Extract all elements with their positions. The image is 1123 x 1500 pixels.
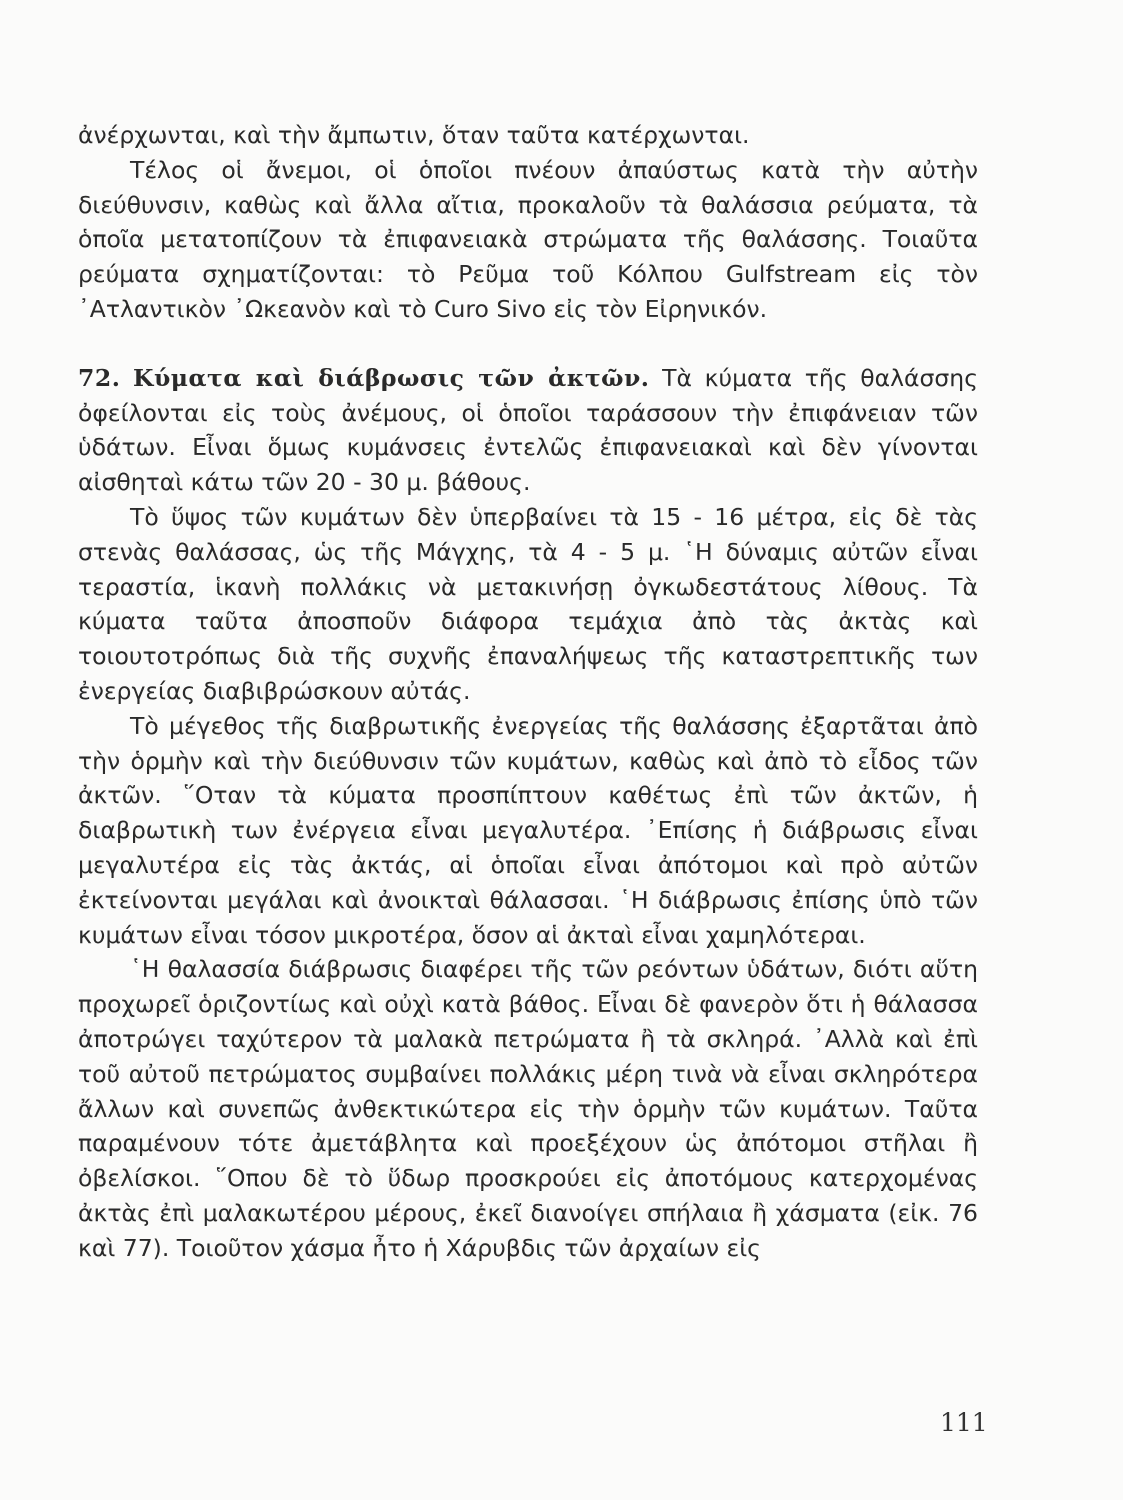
paragraph: Τέλος οἱ ἄνεμοι, οἱ ὁποῖοι πνέουν ἀπαύστως κατὰ τὴν αὐτὴν διεύθυνσιν, καθὼς καὶ ἄλλα αἴτια, προκαλοῦν τὰ θαλάσσια ρεύματα, τὰ ὁποῖα μετατοπίζουν τὰ ἐπιφανειακὰ στρώματα τῆς θαλάσσης. Τοιαῦτα ρεύματα σχηματίζονται: τὸ Ρεῦμα τοῦ Κόλπου Gulfstream εἰς τὸν ᾿Ατλαντικὸν ᾿Ωκεανὸν καὶ τὸ Curo Sivo εἰς τὸν Εἰρηνικόν.	[78, 155, 978, 323]
paragraph: ῾Η θαλασσία διάβρωσις διαφέρει τῆς τῶν ρεόντων ὑδάτων, διότι αὕτη προχωρεῖ ὁριζοντίως καὶ οὐχὶ κατὰ βάθος. Εἶναι δὲ φανερὸν ὅτι ἡ θάλασσα ἀποτρώγει ταχύτερον τὰ μαλακὰ πετρώματα ἢ τὰ σκληρά. ᾿Αλλὰ καὶ ἐπὶ τοῦ αὐτοῦ πετρώματος συμβαίνει πολλάκις μέρη τινὰ νὰ εἶναι σκληρότερα ἄλλων καὶ συνεπῶς ἀνθεκτικώτερα εἰς τὴν ὁρμὴν τῶν κυμάτων. Ταῦτα παραμένουν τότε ἀμετάβλητα καὶ προεξέχουν ὡς ἀπότομοι στῆλαι ἢ ὀβελίσκοι. ῞Οπου δὲ τὸ ὕδωρ προσκρούει εἰς ἀποτόμους κατερχομένας ἀκτὰς ἐπὶ μαλακωτέρου μέρους, ἐκεῖ διανοίγει σπήλαια ἢ χάσματα (εἰκ. 76 καὶ 77). Τοιοῦτον χάσμα ἦτο ἡ Χάρυβδις τῶν ἀρχαίων εἰς	[78, 955, 978, 1262]
body-text	[78, 118, 978, 1266]
paragraph: Τὸ ὕψος τῶν κυμάτων δὲν ὑπερβαίνει τὰ 15 - 16 μέτρα, εἰς δὲ τὰς στενὰς θαλάσσας, ὡς τῆς Μάγχης, τὰ 4 - 5 μ. ῾Η δύναμις αὐτῶν εἶναι τεραστία, ἱκανὴ πολλάκις νὰ μετακινήσῃ ὀγκωδεστάτους λίθους. Τὰ κύματα ταῦτα ἀποσποῦν διάφορα τεμάχια ἀπὸ τὰς ἀκτὰς καὶ τοιουτοτρόπως διὰ τῆς συχνῆς ἐπαναλήψεως τῆς καταστρεπτικῆς των ἐνεργείας διαβιβρώσκουν αὐτάς.	[78, 502, 978, 705]
section-heading: Κύματα καὶ διάβρωσις τῶν ἀκτῶν.	[133, 363, 650, 392]
section-paragraph	[78, 361, 978, 500]
section-number: 72.	[78, 363, 121, 392]
paragraph: Τὸ μέγεθος τῆς διαβρωτικῆς ἐνεργείας τῆς θαλάσσης ἐξαρτᾶται ἀπὸ τὴν ὁρμὴν καὶ τὴν διεύθυνσιν τῶν κυμάτων, καθὼς καὶ ἀπὸ τὸ εἶδος τῶν ἀκτῶν. ῞Οταν τὰ κύματα προσπίπτουν καθέτως ἐπὶ τῶν ἀκτῶν, ἡ διαβρωτικὴ των ἐνέργεια εἶναι μεγαλυτέρα. ᾿Επίσης ἡ διάβρωσις εἶναι μεγαλυτέρα εἰς τὰς ἀκτάς, αἱ ὁποῖαι εἶναι ἀπότομοι καὶ πρὸ αὐτῶν ἐκτείνονται μεγάλαι καὶ ἀνοικταὶ θάλασσαι. ῾Η διάβρωσις ἐπίσης ὑπὸ τῶν κυμάτων εἶναι τόσον μικροτέρα, ὅσον αἱ ἀκταὶ εἶναι χαμηλότεραι.	[78, 711, 978, 949]
page-number: 111	[940, 1408, 988, 1437]
paragraph: ἀνέρχωνται, καὶ τὴν ἄμπωτιν, ὅταν ταῦτα κατέρχωνται.	[78, 121, 750, 149]
section-text: Τὰ κύματα τῆς θαλάσσης ὀφείλονται εἰς τοὺς ἀνέμους, οἱ ὁποῖοι ταράσσουν τὴν ἐπιφάνειαν τῶν ὑδάτων. Εἶναι ὅμως κυμάνσεις ἐντελῶς ἐπιφανειακαὶ καὶ δὲν γίνονται αἰσθηταὶ κάτω τῶν 20 - 30 μ. βάθους.	[78, 363, 978, 497]
